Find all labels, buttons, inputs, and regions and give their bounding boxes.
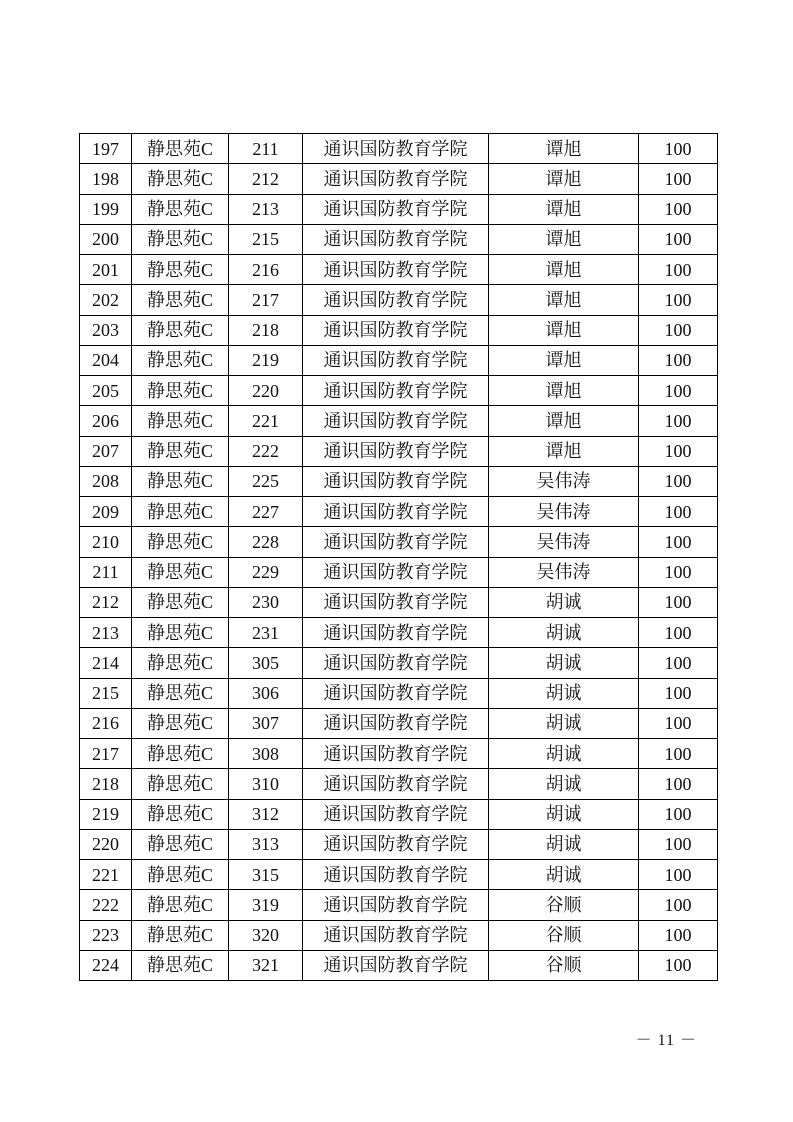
seq-cell: 219 (80, 799, 132, 829)
table-row (80, 769, 718, 799)
table-row (80, 648, 718, 678)
table-row (80, 527, 718, 557)
score-cell: 100 (639, 739, 718, 769)
building-cell: 静思苑C (132, 950, 229, 980)
score-cell: 100 (639, 920, 718, 950)
dormitory-score-table (79, 133, 718, 981)
building-cell: 静思苑C (132, 860, 229, 890)
table-row (80, 194, 718, 224)
seq-cell: 212 (80, 587, 132, 617)
person-cell: 胡诚 (489, 739, 639, 769)
table-row (80, 466, 718, 496)
table-row (80, 920, 718, 950)
seq-cell: 214 (80, 648, 132, 678)
room-cell: 211 (229, 134, 303, 164)
room-cell: 319 (229, 890, 303, 920)
score-cell: 100 (639, 829, 718, 859)
room-cell: 308 (229, 739, 303, 769)
building-cell: 静思苑C (132, 285, 229, 315)
seq-cell: 197 (80, 134, 132, 164)
room-cell: 307 (229, 708, 303, 738)
seq-cell: 198 (80, 164, 132, 194)
score-cell: 100 (639, 618, 718, 648)
college-cell: 通识国防教育学院 (303, 315, 489, 345)
building-cell: 静思苑C (132, 164, 229, 194)
seq-cell: 211 (80, 557, 132, 587)
table-row (80, 587, 718, 617)
building-cell: 静思苑C (132, 557, 229, 587)
table-row (80, 224, 718, 254)
seq-cell: 205 (80, 376, 132, 406)
person-cell: 胡诚 (489, 678, 639, 708)
table-row (80, 708, 718, 738)
room-cell: 231 (229, 618, 303, 648)
score-cell: 100 (639, 285, 718, 315)
table-row (80, 255, 718, 285)
seq-cell: 199 (80, 194, 132, 224)
table-body (80, 134, 718, 981)
score-cell: 100 (639, 466, 718, 496)
college-cell: 通识国防教育学院 (303, 134, 489, 164)
person-cell: 谭旭 (489, 345, 639, 375)
score-cell: 100 (639, 315, 718, 345)
seq-cell: 216 (80, 708, 132, 738)
score-cell: 100 (639, 255, 718, 285)
table-row (80, 406, 718, 436)
college-cell: 通识国防教育学院 (303, 708, 489, 738)
score-cell: 100 (639, 224, 718, 254)
score-cell: 100 (639, 406, 718, 436)
building-cell: 静思苑C (132, 345, 229, 375)
college-cell: 通识国防教育学院 (303, 345, 489, 375)
room-cell: 312 (229, 799, 303, 829)
college-cell: 通识国防教育学院 (303, 950, 489, 980)
college-cell: 通识国防教育学院 (303, 376, 489, 406)
room-cell: 315 (229, 860, 303, 890)
score-cell: 100 (639, 860, 718, 890)
person-cell: 胡诚 (489, 860, 639, 890)
room-cell: 222 (229, 436, 303, 466)
seq-cell: 201 (80, 255, 132, 285)
table-row (80, 860, 718, 890)
college-cell: 通识国防教育学院 (303, 436, 489, 466)
person-cell: 吴伟涛 (489, 557, 639, 587)
building-cell: 静思苑C (132, 315, 229, 345)
room-cell: 221 (229, 406, 303, 436)
person-cell: 吴伟涛 (489, 527, 639, 557)
person-cell: 胡诚 (489, 708, 639, 738)
score-cell: 100 (639, 527, 718, 557)
building-cell: 静思苑C (132, 678, 229, 708)
room-cell: 218 (229, 315, 303, 345)
seq-cell: 208 (80, 466, 132, 496)
college-cell: 通识国防教育学院 (303, 829, 489, 859)
building-cell: 静思苑C (132, 829, 229, 859)
college-cell: 通识国防教育学院 (303, 769, 489, 799)
college-cell: 通识国防教育学院 (303, 799, 489, 829)
building-cell: 静思苑C (132, 769, 229, 799)
person-cell: 胡诚 (489, 769, 639, 799)
college-cell: 通识国防教育学院 (303, 194, 489, 224)
score-cell: 100 (639, 497, 718, 527)
seq-cell: 210 (80, 527, 132, 557)
building-cell: 静思苑C (132, 497, 229, 527)
room-cell: 219 (229, 345, 303, 375)
person-cell: 吴伟涛 (489, 497, 639, 527)
room-cell: 212 (229, 164, 303, 194)
person-cell: 胡诚 (489, 799, 639, 829)
seq-cell: 215 (80, 678, 132, 708)
score-cell: 100 (639, 648, 718, 678)
table-row (80, 829, 718, 859)
table-row (80, 134, 718, 164)
seq-cell: 206 (80, 406, 132, 436)
person-cell: 谭旭 (489, 406, 639, 436)
college-cell: 通识国防教育学院 (303, 890, 489, 920)
score-cell: 100 (639, 345, 718, 375)
page-number: － 11 － (635, 1032, 697, 1049)
room-cell: 227 (229, 497, 303, 527)
table-row (80, 739, 718, 769)
building-cell: 静思苑C (132, 890, 229, 920)
seq-cell: 221 (80, 860, 132, 890)
building-cell: 静思苑C (132, 134, 229, 164)
room-cell: 220 (229, 376, 303, 406)
score-cell: 100 (639, 194, 718, 224)
building-cell: 静思苑C (132, 406, 229, 436)
score-cell: 100 (639, 557, 718, 587)
table-row (80, 345, 718, 375)
room-cell: 217 (229, 285, 303, 315)
person-cell: 谭旭 (489, 224, 639, 254)
table-row (80, 799, 718, 829)
room-cell: 215 (229, 224, 303, 254)
college-cell: 通识国防教育学院 (303, 648, 489, 678)
table-row (80, 950, 718, 980)
college-cell: 通识国防教育学院 (303, 557, 489, 587)
table-row (80, 285, 718, 315)
seq-cell: 223 (80, 920, 132, 950)
seq-cell: 217 (80, 739, 132, 769)
building-cell: 静思苑C (132, 920, 229, 950)
score-cell: 100 (639, 799, 718, 829)
table-row (80, 890, 718, 920)
room-cell: 320 (229, 920, 303, 950)
person-cell: 谷顺 (489, 950, 639, 980)
building-cell: 静思苑C (132, 376, 229, 406)
building-cell: 静思苑C (132, 255, 229, 285)
seq-cell: 202 (80, 285, 132, 315)
seq-cell: 207 (80, 436, 132, 466)
college-cell: 通识国防教育学院 (303, 164, 489, 194)
college-cell: 通识国防教育学院 (303, 406, 489, 436)
building-cell: 静思苑C (132, 648, 229, 678)
score-cell: 100 (639, 587, 718, 617)
college-cell: 通识国防教育学院 (303, 224, 489, 254)
college-cell: 通识国防教育学院 (303, 285, 489, 315)
college-cell: 通识国防教育学院 (303, 466, 489, 496)
seq-cell: 209 (80, 497, 132, 527)
person-cell: 胡诚 (489, 648, 639, 678)
building-cell: 静思苑C (132, 436, 229, 466)
table-row (80, 315, 718, 345)
room-cell: 213 (229, 194, 303, 224)
college-cell: 通识国防教育学院 (303, 497, 489, 527)
person-cell: 谭旭 (489, 164, 639, 194)
table-row (80, 678, 718, 708)
person-cell: 胡诚 (489, 618, 639, 648)
college-cell: 通识国防教育学院 (303, 739, 489, 769)
person-cell: 胡诚 (489, 587, 639, 617)
college-cell: 通识国防教育学院 (303, 920, 489, 950)
seq-cell: 220 (80, 829, 132, 859)
person-cell: 谷顺 (489, 920, 639, 950)
person-cell: 谭旭 (489, 194, 639, 224)
score-cell: 100 (639, 134, 718, 164)
score-cell: 100 (639, 950, 718, 980)
seq-cell: 224 (80, 950, 132, 980)
person-cell: 谭旭 (489, 134, 639, 164)
score-cell: 100 (639, 436, 718, 466)
room-cell: 216 (229, 255, 303, 285)
person-cell: 胡诚 (489, 829, 639, 859)
seq-cell: 204 (80, 345, 132, 375)
building-cell: 静思苑C (132, 799, 229, 829)
person-cell: 谭旭 (489, 376, 639, 406)
room-cell: 225 (229, 466, 303, 496)
person-cell: 谭旭 (489, 255, 639, 285)
room-cell: 310 (229, 769, 303, 799)
building-cell: 静思苑C (132, 194, 229, 224)
college-cell: 通识国防教育学院 (303, 587, 489, 617)
building-cell: 静思苑C (132, 739, 229, 769)
building-cell: 静思苑C (132, 708, 229, 738)
seq-cell: 213 (80, 618, 132, 648)
person-cell: 谭旭 (489, 315, 639, 345)
college-cell: 通识国防教育学院 (303, 255, 489, 285)
score-cell: 100 (639, 376, 718, 406)
person-cell: 谭旭 (489, 436, 639, 466)
building-cell: 静思苑C (132, 466, 229, 496)
seq-cell: 200 (80, 224, 132, 254)
score-cell: 100 (639, 708, 718, 738)
table-row (80, 618, 718, 648)
score-cell: 100 (639, 769, 718, 799)
room-cell: 229 (229, 557, 303, 587)
score-cell: 100 (639, 678, 718, 708)
person-cell: 吴伟涛 (489, 466, 639, 496)
building-cell: 静思苑C (132, 527, 229, 557)
score-cell: 100 (639, 890, 718, 920)
building-cell: 静思苑C (132, 587, 229, 617)
college-cell: 通识国防教育学院 (303, 678, 489, 708)
college-cell: 通识国防教育学院 (303, 527, 489, 557)
table-row (80, 376, 718, 406)
seq-cell: 218 (80, 769, 132, 799)
table-row (80, 497, 718, 527)
room-cell: 321 (229, 950, 303, 980)
table-row (80, 557, 718, 587)
person-cell: 谷顺 (489, 890, 639, 920)
room-cell: 306 (229, 678, 303, 708)
room-cell: 228 (229, 527, 303, 557)
building-cell: 静思苑C (132, 224, 229, 254)
person-cell: 谭旭 (489, 285, 639, 315)
college-cell: 通识国防教育学院 (303, 860, 489, 890)
building-cell: 静思苑C (132, 618, 229, 648)
room-cell: 230 (229, 587, 303, 617)
room-cell: 313 (229, 829, 303, 859)
college-cell: 通识国防教育学院 (303, 618, 489, 648)
seq-cell: 222 (80, 890, 132, 920)
score-cell: 100 (639, 164, 718, 194)
seq-cell: 203 (80, 315, 132, 345)
room-cell: 305 (229, 648, 303, 678)
table-row (80, 164, 718, 194)
table-row (80, 436, 718, 466)
